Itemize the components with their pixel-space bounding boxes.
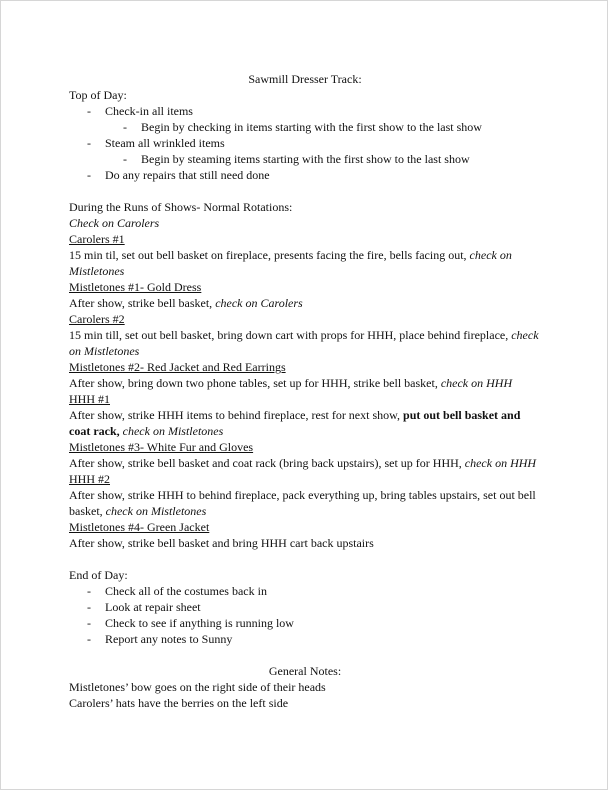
list-item: - Do any repairs that still need done bbox=[69, 167, 541, 183]
section-body-mistletones-3: After show, strike bell basket and coat rack (bring back upstairs), set up for HHH, check on HHH bbox=[69, 456, 537, 470]
section-title-mistletones-4: Mistletones #4- Green Jacket bbox=[69, 520, 210, 534]
general-notes-heading: General Notes: bbox=[268, 664, 342, 678]
general-note: Mistletones’ bow goes on the right side of their heads bbox=[69, 680, 326, 694]
list-item: - Look at repair sheet bbox=[69, 599, 541, 615]
section-title-mistletones-1: Mistletones #1- Gold Dress bbox=[69, 280, 202, 294]
runs-heading: During the Runs of Shows- Normal Rotations: bbox=[69, 200, 293, 214]
general-note: Carolers’ hats have the berries on the left side bbox=[69, 696, 289, 710]
section-body-carolers-2: 15 min till, set out bell basket, bring down cart with props for HHH, place behind fireplace, check on Mistletones bbox=[69, 328, 539, 358]
section-title-mistletones-3: Mistletones #3- White Fur and Gloves bbox=[69, 440, 254, 454]
section-title-carolers-2: Carolers #2 bbox=[69, 312, 125, 326]
list-item: - Check to see if anything is running low bbox=[69, 615, 541, 631]
list-item: - Check-in all items bbox=[69, 103, 541, 119]
end-of-day-list bbox=[69, 583, 541, 647]
section-title-hhh-2: HHH #2 bbox=[69, 472, 110, 486]
list-item: - Report any notes to Sunny bbox=[69, 631, 541, 647]
section-body-hhh-2: After show, strike HHH to behind fireplace, pack everything up, bring tables upstairs, set out bell basket, check on Mistletones bbox=[69, 488, 536, 518]
list-item: - Steam all wrinkled items bbox=[69, 135, 541, 151]
section-title-mistletones-2: Mistletones #2- Red Jacket and Red Earrings bbox=[69, 360, 286, 374]
list-subitem: - Begin by checking in items starting with the first show to the last show bbox=[69, 119, 541, 135]
top-of-day-heading: Top of Day: bbox=[69, 88, 127, 102]
section-body-hhh-1: After show, strike HHH items to behind fireplace, rest for next show, put out bell basket and coat rack, check on Mistletones bbox=[69, 408, 521, 438]
section-title-carolers-1: Carolers #1 bbox=[69, 232, 125, 246]
section-body-mistletones-2: After show, bring down two phone tables, set up for HHH, strike bell basket, check on HHH bbox=[69, 376, 513, 390]
top-of-day-list bbox=[69, 103, 541, 183]
list-item: - Check all of the costumes back in bbox=[69, 583, 541, 599]
end-of-day-heading: End of Day: bbox=[69, 568, 128, 582]
section-body-carolers-1: 15 min til, set out bell basket on fireplace, presents facing the fire, bells facing out, check on Mistletones bbox=[69, 248, 512, 278]
document-content bbox=[69, 71, 541, 711]
runs-intro: Check on Carolers bbox=[69, 216, 160, 230]
document-title: Sawmill Dresser Track: bbox=[248, 72, 362, 86]
list-subitem: - Begin by steaming items starting with the first show to the last show bbox=[69, 151, 541, 167]
section-body-mistletones-1: After show, strike bell basket, check on Carolers bbox=[69, 296, 303, 310]
section-title-hhh-1: HHH #1 bbox=[69, 392, 110, 406]
section-body-mistletones-4: After show, strike bell basket and bring HHH cart back upstairs bbox=[69, 536, 374, 550]
